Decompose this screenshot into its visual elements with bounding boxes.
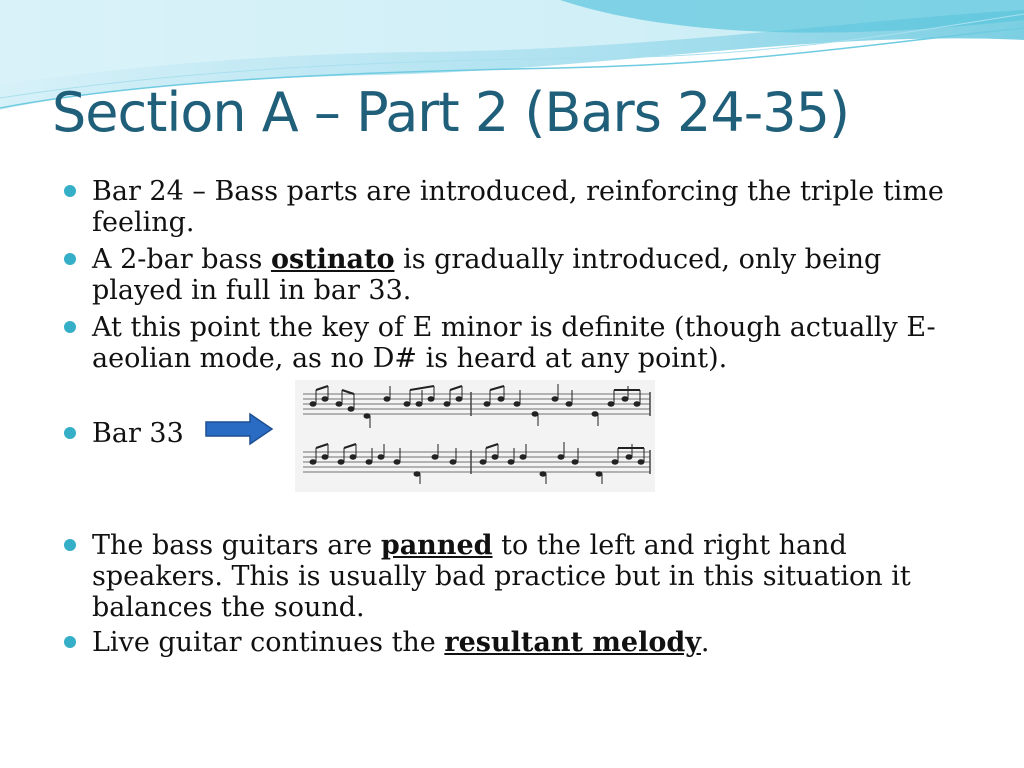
bullet-text: Bar 24 – Bass parts are introduced, reinforcing the triple time feeling. bbox=[92, 176, 944, 238]
key-term: panned bbox=[380, 530, 493, 561]
sheet-music-excerpt-image bbox=[295, 380, 655, 492]
bullet-text: At this point the key of E minor is definite (though actually E-aeolian mode, as no D# is heard at any point). bbox=[92, 312, 936, 374]
circle-bullet-icon bbox=[64, 539, 76, 551]
slide-title: Section A – Part 2 (Bars 24-35) bbox=[52, 81, 850, 144]
bullet-text: to the left and right hand speakers. This is usually bad practice but in this situation it balances the sound. bbox=[92, 530, 911, 623]
bullet-item bbox=[62, 530, 962, 623]
bullet-text: Bar 33 bbox=[92, 418, 184, 449]
bullet-text: A 2-bar bass bbox=[92, 244, 271, 275]
circle-bullet-icon bbox=[64, 427, 76, 439]
circle-bullet-icon bbox=[64, 253, 76, 265]
right-arrow-icon bbox=[204, 412, 274, 446]
bullet-item bbox=[62, 418, 184, 449]
key-term: ostinato bbox=[270, 244, 395, 275]
bullet-item bbox=[62, 176, 962, 238]
bullet-item bbox=[62, 627, 710, 658]
bullet-text: The bass guitars are bbox=[92, 530, 381, 561]
bullet-item bbox=[62, 244, 962, 306]
circle-bullet-icon bbox=[64, 636, 76, 648]
circle-bullet-icon bbox=[64, 185, 76, 197]
bullet-text: . bbox=[700, 627, 710, 658]
bullet-text: Live guitar continues the bbox=[92, 627, 445, 658]
circle-bullet-icon bbox=[64, 321, 76, 333]
key-term: resultant melody bbox=[444, 627, 701, 658]
bullet-text: is gradually introduced, only being played in full in bar 33. bbox=[92, 244, 882, 306]
bullet-item bbox=[62, 312, 962, 374]
